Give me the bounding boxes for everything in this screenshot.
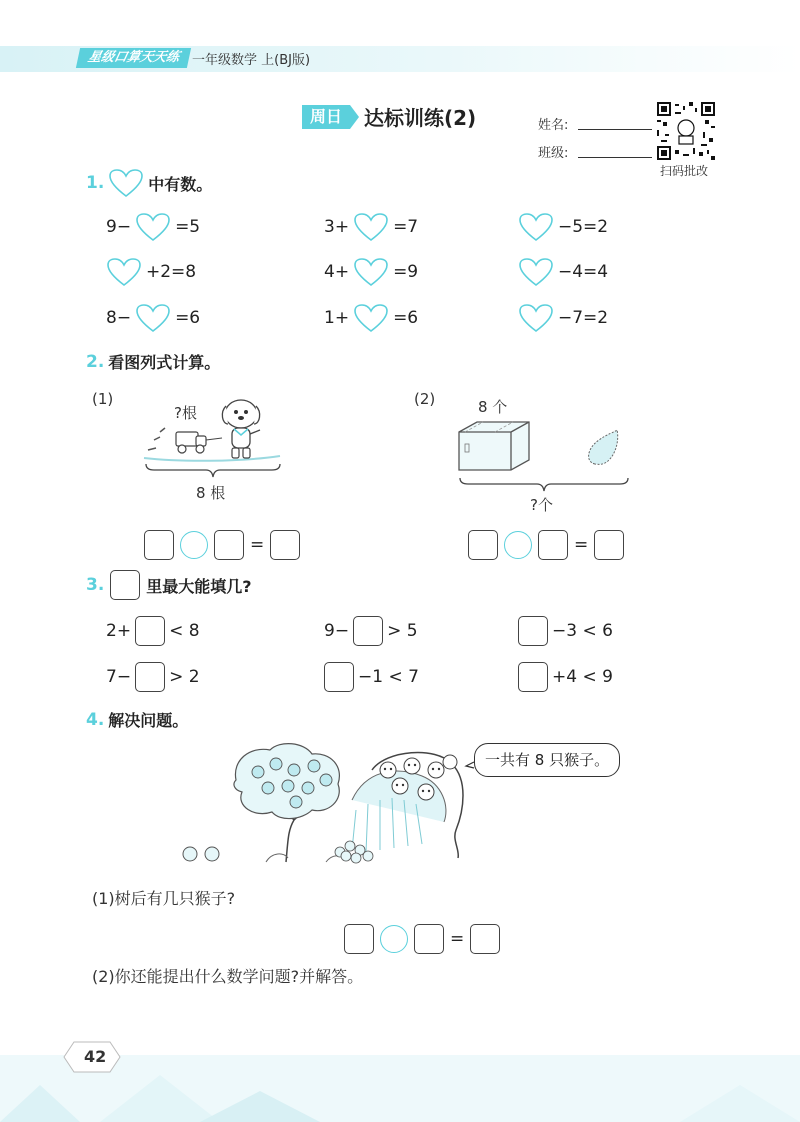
- q4-heading: [86, 708, 188, 731]
- answer-box[interactable]: [538, 530, 568, 560]
- answer-box[interactable]: [144, 530, 174, 560]
- q1-text: 中有数。: [148, 174, 213, 194]
- q1-number: 1.: [86, 173, 105, 193]
- heart-blank-icon[interactable]: [106, 257, 142, 287]
- q1-post: =5: [175, 217, 201, 237]
- q3-item: [106, 616, 200, 646]
- q1-post: =6: [393, 308, 419, 328]
- answer-box[interactable]: [353, 616, 383, 646]
- q3-post: > 2: [169, 667, 200, 687]
- q1-item: [324, 303, 418, 333]
- q1-item: [324, 257, 418, 287]
- answer-box[interactable]: [470, 924, 500, 954]
- q3-pre: 7−: [106, 667, 132, 687]
- series-title: 星级口算天天练: [76, 48, 191, 68]
- q3-item: [518, 662, 613, 692]
- q3-post: −3 < 6: [552, 621, 613, 641]
- heart-blank-icon[interactable]: [353, 257, 389, 287]
- answer-box[interactable]: [135, 616, 165, 646]
- answer-box[interactable]: [135, 662, 165, 692]
- q1-item: [106, 303, 200, 333]
- q1-post: −7=2: [558, 308, 609, 328]
- q1-item: [324, 212, 418, 242]
- q1-post: −5=2: [558, 217, 609, 237]
- q4-sub1: (1)树后有几只猴子?: [92, 889, 236, 908]
- answer-box[interactable]: [344, 924, 374, 954]
- q2-part2-top-label: 8 个: [478, 398, 508, 416]
- q2-text: 看图列式计算。: [108, 353, 221, 372]
- q2-part2-equation: [468, 530, 624, 560]
- q1-post: +2=8: [146, 262, 197, 282]
- q1-item: [106, 212, 200, 242]
- q1-post: =6: [175, 308, 201, 328]
- equals-sign: =: [574, 535, 589, 555]
- heart-icon: [108, 168, 144, 198]
- q1-post: =9: [393, 262, 419, 282]
- q3-item: [106, 662, 200, 692]
- q2-heading: [86, 350, 220, 373]
- speech-bubble: 一共有 8 只猴子。: [474, 743, 620, 777]
- heart-blank-icon[interactable]: [135, 303, 171, 333]
- q1-heading: [86, 168, 212, 198]
- q2-part1-equation: [144, 530, 300, 560]
- q3-text: 里最大能填几?: [146, 576, 252, 596]
- trees-monkeys-illustration: [176, 740, 476, 864]
- operator-circle[interactable]: [380, 925, 408, 953]
- box-icon: [110, 570, 140, 600]
- q3-post: < 8: [169, 621, 200, 641]
- q4-number: 4.: [86, 709, 105, 730]
- brace-icon: [458, 476, 630, 494]
- q3-item: [324, 616, 418, 646]
- equals-sign: =: [250, 535, 265, 555]
- answer-box[interactable]: [214, 530, 244, 560]
- answer-box[interactable]: [414, 924, 444, 954]
- q3-pre: 9−: [324, 621, 350, 641]
- dog-truck-illustration: [140, 392, 285, 472]
- q1-pre: 8−: [106, 308, 132, 328]
- day-flag-arrow: [350, 105, 359, 129]
- q1-post: =7: [393, 217, 419, 237]
- class-label: 班级:: [538, 146, 569, 161]
- q2-part1-bottom-label: 8 根: [196, 484, 226, 502]
- q1-pre: 4+: [324, 262, 350, 282]
- answer-box[interactable]: [324, 662, 354, 692]
- qr-code-icon[interactable]: [657, 102, 715, 160]
- q1-pre: 1+: [324, 308, 350, 328]
- scan-label: 扫码批改: [660, 164, 709, 178]
- heart-blank-icon[interactable]: [353, 212, 389, 242]
- q1-item: [518, 212, 608, 242]
- q3-number: 3.: [86, 575, 105, 595]
- answer-box[interactable]: [594, 530, 624, 560]
- q4-sub2: (2)你还能提出什么数学问题?并解答。: [92, 967, 364, 986]
- q1-item: [518, 257, 608, 287]
- q2-number: 2.: [86, 351, 105, 372]
- answer-box[interactable]: [468, 530, 498, 560]
- brace-icon: [144, 462, 282, 480]
- answer-box[interactable]: [270, 530, 300, 560]
- q1-item: [106, 257, 196, 287]
- heart-blank-icon[interactable]: [518, 257, 554, 287]
- q1-pre: 9−: [106, 217, 132, 237]
- q3-post: +4 < 9: [552, 667, 613, 687]
- q2-part1-label: (1): [92, 390, 114, 408]
- equals-sign: =: [450, 929, 465, 949]
- q3-heading: [86, 570, 252, 600]
- q4-sub2-answer-area[interactable]: [92, 994, 712, 1038]
- day-flag: 周日: [302, 105, 350, 129]
- q4-text: 解决问题。: [108, 711, 189, 730]
- q4-equation: [344, 924, 500, 954]
- q1-item: [518, 303, 608, 333]
- page-number: 42: [84, 1047, 107, 1066]
- grade-label: 一年级数学 上(BJ版): [192, 53, 311, 68]
- name-label: 姓名:: [538, 118, 569, 133]
- class-field[interactable]: [578, 156, 652, 158]
- operator-circle[interactable]: [180, 531, 208, 559]
- q3-item: [324, 662, 419, 692]
- q3-item: [518, 616, 613, 646]
- q1-pre: 3+: [324, 217, 350, 237]
- q3-pre: 2+: [106, 621, 132, 641]
- q2-part2-bottom-label: ?个: [530, 496, 553, 514]
- heart-blank-icon[interactable]: [135, 212, 171, 242]
- heart-blank-icon[interactable]: [518, 303, 554, 333]
- q1-post: −4=4: [558, 262, 609, 282]
- q3-post: −1 < 7: [358, 667, 419, 687]
- q2-part2-label: (2): [414, 390, 436, 408]
- answer-box[interactable]: [518, 662, 548, 692]
- heart-blank-icon[interactable]: [518, 212, 554, 242]
- q3-post: > 5: [387, 621, 418, 641]
- box-fruit-illustration: [455, 418, 625, 476]
- q2-part1-top-label: ?根: [174, 404, 197, 422]
- answer-box[interactable]: [518, 616, 548, 646]
- page-title: 达标训练(2): [364, 106, 477, 130]
- operator-circle[interactable]: [504, 531, 532, 559]
- heart-blank-icon[interactable]: [353, 303, 389, 333]
- name-field[interactable]: [578, 128, 652, 130]
